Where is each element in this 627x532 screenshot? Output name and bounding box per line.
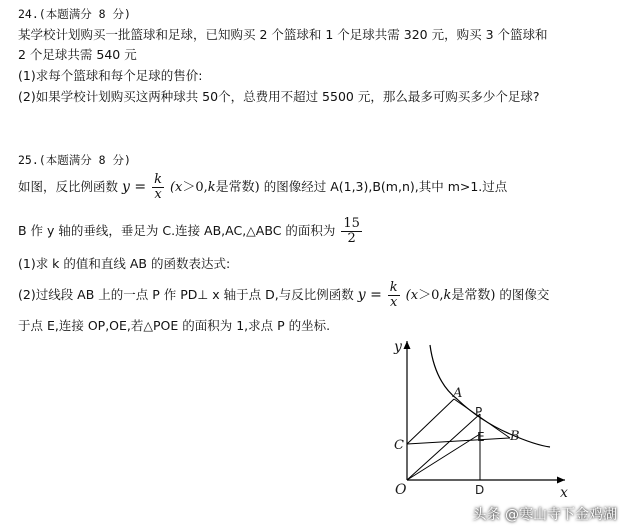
label-a: A — [453, 386, 463, 401]
frac-denominator: x — [154, 187, 162, 202]
label-d: D — [475, 483, 485, 497]
label-e: E — [477, 430, 485, 444]
y-axis-arrow — [404, 341, 411, 349]
cond-k-2: k — [443, 288, 452, 303]
q24-part1: (1)求每个篮球和每个足球的售价: — [18, 68, 203, 83]
q25-intro-line — [18, 172, 507, 202]
cond-gt-2: ＞0, — [418, 288, 444, 303]
q25-line2 — [18, 214, 364, 248]
area-fraction — [341, 217, 362, 246]
area-denominator: 2 — [347, 231, 356, 246]
cond-open-2: (x — [405, 288, 419, 303]
cond-close-2: 是常数) — [451, 288, 496, 303]
segment-op — [407, 414, 480, 480]
domain-condition-2 — [406, 288, 496, 303]
cond-gt: ＞0, — [182, 180, 208, 195]
hyperbola-curve — [430, 345, 550, 447]
q24-heading: 24.(本题满分 8 分) — [18, 7, 131, 21]
label-y: y — [394, 339, 402, 355]
frac-numerator: k — [154, 172, 162, 187]
segment-oe — [407, 434, 480, 480]
q24-part2: (2)如果学校计划购买这两种球共 50个，总费用不超过 5500 元，那么最多可购买多少个足球? — [18, 89, 540, 104]
cond-close: 是常数) — [215, 180, 260, 195]
label-o: O — [395, 482, 407, 497]
watermark: 头条 @寒山寺下金鸡湖 — [472, 507, 617, 523]
frac-numerator-2: k — [389, 280, 398, 295]
label-b: B — [510, 429, 520, 444]
x-axis-arrow — [557, 477, 565, 484]
y-equals-2: y = — [357, 287, 382, 303]
area-numerator: 15 — [343, 216, 360, 231]
label-p: P — [475, 405, 483, 419]
geometry-figure — [385, 337, 585, 497]
q25-part2-a: (2)过线段 AB 上的一点 P 作 PD⊥ x 轴于点 D,与反比例函数 — [18, 287, 354, 302]
q25-part1: (1)求 k 的值和直线 AB 的函数表达式: — [18, 256, 231, 271]
cond-open: (x — [169, 180, 183, 195]
segment-ca — [407, 399, 454, 444]
frac-denominator-2: x — [390, 295, 398, 310]
q25-part2-line2: 于点 E,连接 OP,OE,若△POE 的面积为 1,求点 P 的坐标. — [18, 318, 331, 333]
domain-condition — [170, 180, 260, 195]
q25-intro-b: 的图像经过 A(1,3),B(m,n),其中 m>1.过点 — [263, 179, 508, 194]
q24-line1: 某学校计划购买一批篮球和足球，已知购买 2 个篮球和 1 个足球共需 320 元，购买 3 个篮球和 — [18, 27, 548, 42]
k-over-x-fraction — [152, 173, 164, 202]
k-over-x-fraction-2 — [388, 281, 400, 310]
q25-part2-b: 的图像交 — [499, 287, 550, 302]
segment-cb — [407, 438, 510, 444]
cond-k: k — [207, 180, 216, 195]
q25-line2-text: B 作 y 轴的垂线，垂足为 C.连接 AB,AC,△ABC 的面积为 — [18, 223, 336, 238]
q25-intro-a: 如图，反比例函数 — [18, 179, 119, 194]
label-c: C — [394, 438, 404, 453]
label-x: x — [560, 485, 568, 497]
q25-heading: 25.(本题满分 8 分) — [18, 153, 131, 167]
q25-part2-line — [18, 280, 549, 310]
y-equals: y = — [122, 179, 147, 195]
q24-line2: 2 个足球共需 540 元 — [18, 47, 137, 62]
